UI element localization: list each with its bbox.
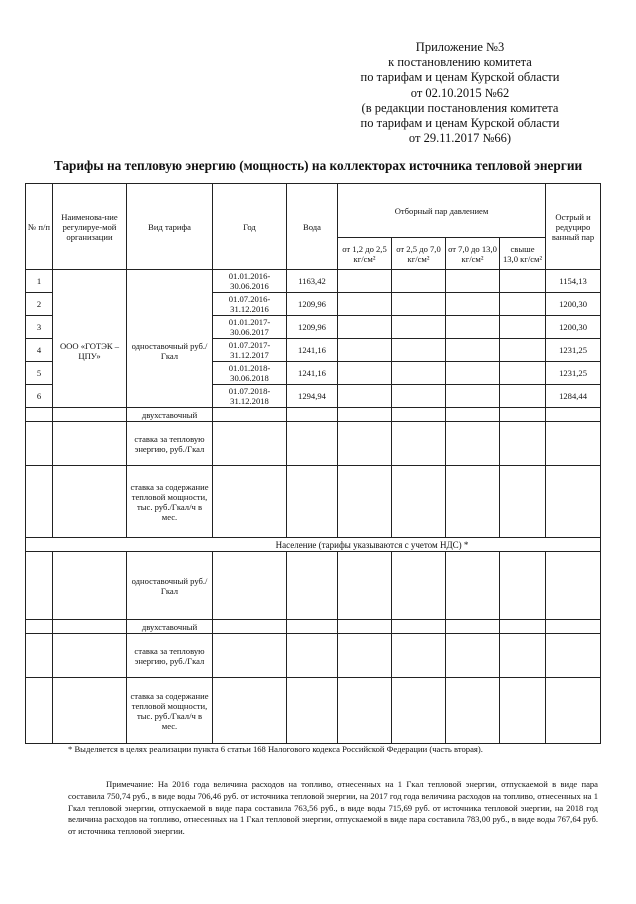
header-sharp-steam: Острый и редуциро ванный пар	[546, 184, 601, 270]
approval-header	[330, 40, 590, 146]
row-water: 1209,96	[287, 293, 338, 316]
row-num: 2	[26, 293, 53, 316]
row-num: 3	[26, 316, 53, 339]
header-num: № п/п	[26, 184, 53, 270]
row-sharp: 1231,25	[546, 339, 601, 362]
table-row	[26, 634, 601, 678]
header-steam-3: от 7,0 до 13,0 кг/см²	[446, 238, 500, 270]
header-water: Вода	[287, 184, 338, 270]
header-steam-1: от 1,2 до 2,5 кг/см²	[338, 238, 392, 270]
row-period: 01.07.2016-31.12.2016	[213, 293, 287, 316]
pop-two-part-tariff: двухставочный	[127, 620, 213, 634]
row-num: 4	[26, 339, 53, 362]
row-water: 1241,16	[287, 362, 338, 385]
header-line: Приложение №3	[415, 40, 505, 54]
pop-rate-capacity: ставка за содержание тепловой мощности, тыс. руб./Гкал/ч в мес.	[127, 678, 213, 744]
row-period: 01.01.2016-30.06.2016	[213, 270, 287, 293]
table-header-row	[26, 184, 601, 238]
row-water: 1241,16	[287, 339, 338, 362]
header-line: от 29.11.2017 №66)	[408, 131, 512, 146]
pop-one-part-tariff: одноставочный руб./Гкал	[127, 552, 213, 620]
row-sharp: 1284,44	[546, 385, 601, 408]
vat-footnote: * Выделяется в целях реализации пункта 6 статьи 168 Налогового кодекса Российской Федерации (часть вторая).	[68, 744, 483, 754]
one-part-tariff: одноставочный руб./Гкал	[127, 270, 213, 408]
table-row	[26, 408, 601, 422]
row-period: 01.07.2018-31.12.2018	[213, 385, 287, 408]
header-line: к постановлению комитета	[388, 55, 532, 70]
row-period: 01.01.2017-30.06.2017	[213, 316, 287, 339]
row-sharp: 1154,13	[546, 270, 601, 293]
rate-energy: ставка за тепловую энергию, руб./Гкал	[127, 422, 213, 466]
row-num: 6	[26, 385, 53, 408]
header-org: Наименова-ние регулируе-мой организации	[53, 184, 127, 270]
table-row	[26, 466, 601, 538]
row-water: 1163,42	[287, 270, 338, 293]
header-steam: Отборный пар давлением	[338, 184, 546, 238]
population-row	[26, 538, 601, 552]
row-sharp: 1200,30	[546, 316, 601, 339]
rate-capacity: ставка за содержание тепловой мощности, тыс. руб./Гкал/ч в мес.	[127, 466, 213, 538]
tariff-table	[25, 183, 601, 744]
two-part-tariff: двухставочный	[127, 408, 213, 422]
header-steam-4: свыше 13,0 кг/см²	[500, 238, 546, 270]
row-period: 01.01.2018-30.06.2018	[213, 362, 287, 385]
row-water: 1294,94	[287, 385, 338, 408]
row-water: 1209,96	[287, 316, 338, 339]
table-row	[26, 620, 601, 634]
table-row	[26, 552, 601, 620]
row-sharp: 1231,25	[546, 362, 601, 385]
header-year: Год	[213, 184, 287, 270]
fuel-cost-note: Примечание: На 2016 года величина расходов на топливо, отнесенных на 1 Гкал тепловой энергии, отпускаемой в виде пара составила 750,74 руб., в виде воды 706,46 руб. от источника тепловой энергии, на 2017 год года величина расходов на топливо, отнесенных на 1 Гкал тепловой энергии, отпускаемой в виде пара составила 763,56 руб., в виде воды 715,69 руб. от источника тепловой энергии, на 2018 год величина расходов на топливо, отнесенных на 1 Гкал тепловой энергии, отпускаемой в виде пара составила 783,00 руб., в виде воды 767,64 руб. от источника тепловой энергии.	[68, 779, 598, 837]
header-line: от 02.10.2015 №62	[410, 85, 510, 100]
document-title: Тарифы на тепловую энергию (мощность) на коллекторах источника тепловой энергии	[53, 158, 583, 173]
row-num: 5	[26, 362, 53, 385]
header-steam-2: от 2,5 до 7,0 кг/см²	[392, 238, 446, 270]
pop-rate-energy: ставка за тепловую энергию, руб./Гкал	[127, 634, 213, 678]
row-num: 1	[26, 270, 53, 293]
org-name: ООО «ГОТЭК – ЦПУ»	[53, 270, 127, 408]
table-row	[26, 422, 601, 466]
population-title: Население (тарифы указываются с учетом НДС) *	[26, 538, 601, 552]
row-period: 01.07.2017-31.12.2017	[213, 339, 287, 362]
table-row	[26, 270, 601, 293]
header-line: по тарифам и ценам Курской области	[360, 116, 560, 131]
header-line: (в редакции постановления комитета	[361, 100, 559, 115]
header-line: по тарифам и ценам Курской области	[360, 70, 560, 85]
table-row	[26, 678, 601, 744]
row-sharp: 1200,30	[546, 293, 601, 316]
header-tariff-type: Вид тарифа	[127, 184, 213, 270]
